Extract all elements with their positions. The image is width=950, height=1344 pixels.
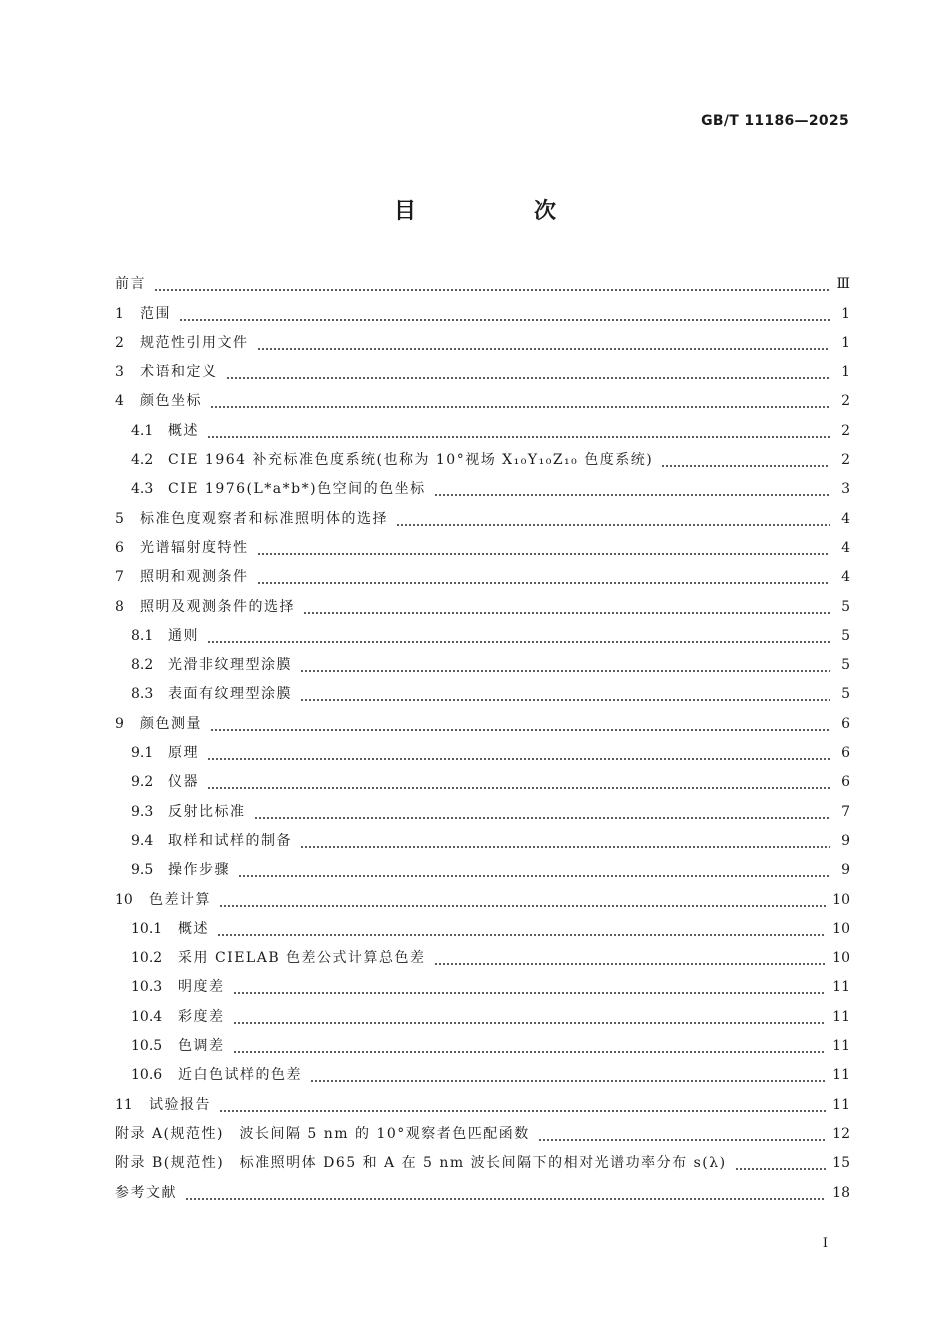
toc-entry-page: 11 xyxy=(832,1038,850,1055)
toc-entry-number: 10.4 xyxy=(131,1008,163,1025)
dot-leader xyxy=(735,1168,827,1170)
toc-entry-page: 12 xyxy=(832,1125,850,1142)
toc-entry-page: 6 xyxy=(841,774,850,791)
dot-leader xyxy=(434,494,830,496)
toc-entry-number: 3 xyxy=(115,364,124,381)
toc-entry[interactable] xyxy=(115,1061,850,1090)
toc-entry-title: 规范性引用文件 xyxy=(140,334,249,351)
toc-entry-title: 表面有纹理型涂膜 xyxy=(168,686,292,703)
toc-entry[interactable] xyxy=(115,416,850,445)
toc-entry-number: 10.5 xyxy=(131,1038,163,1055)
toc-entry-page: 5 xyxy=(841,686,850,703)
toc-entry[interactable] xyxy=(115,504,850,533)
toc-entry-number: 4 xyxy=(115,393,124,410)
toc-entry-page: 4 xyxy=(841,510,850,527)
toc-entry-page: 9 xyxy=(841,832,850,849)
toc-entry-title: 照明和观测条件 xyxy=(140,569,249,586)
toc-entry[interactable] xyxy=(115,973,850,1002)
toc-entry-number: 9.5 xyxy=(131,862,154,879)
toc-entry-page: 11 xyxy=(832,979,850,996)
toc-entry-title: 附录 A(规范性) 波长间隔 5 nm 的 10°观察者色匹配函数 xyxy=(115,1125,530,1142)
toc-entry-page: 6 xyxy=(841,745,850,762)
toc-entry-page: 4 xyxy=(841,569,850,586)
toc-entry-number: 4.3 xyxy=(131,481,154,498)
dot-leader xyxy=(154,289,830,291)
toc-entry[interactable] xyxy=(115,1090,850,1119)
toc-entry-page: 2 xyxy=(841,422,850,439)
toc-entry-title: 明度差 xyxy=(178,979,225,996)
dot-leader xyxy=(434,963,827,965)
dot-leader xyxy=(207,641,830,643)
toc-entry-page: 10 xyxy=(832,950,850,967)
toc-entry[interactable] xyxy=(115,622,850,651)
toc-entry-title: 反射比标准 xyxy=(168,803,246,820)
toc-entry-number: 2 xyxy=(115,334,124,351)
toc-entry-page: 9 xyxy=(841,862,850,879)
dot-leader xyxy=(233,1022,827,1024)
dot-leader xyxy=(238,875,830,877)
toc-entry[interactable] xyxy=(115,651,850,680)
toc-entry-page: 1 xyxy=(841,334,850,351)
toc-entry-number: 10 xyxy=(115,891,133,908)
toc-entry-title: 彩度差 xyxy=(178,1008,225,1025)
page-title: 目 次 xyxy=(393,199,604,224)
toc-entry-title: 色调差 xyxy=(178,1038,225,1055)
toc-entry[interactable] xyxy=(115,387,850,416)
table-of-contents xyxy=(115,270,850,1208)
toc-entry-number: 10.2 xyxy=(131,950,163,967)
toc-entry[interactable] xyxy=(115,739,850,768)
toc-entry-number: 7 xyxy=(115,569,124,586)
toc-entry-number: 10.6 xyxy=(131,1067,163,1084)
dot-leader xyxy=(226,377,831,379)
toc-entry-title: 概述 xyxy=(178,920,209,937)
dot-leader xyxy=(300,670,830,672)
toc-entry-number: 8.3 xyxy=(131,686,154,703)
dot-leader xyxy=(207,436,830,438)
toc-entry-number: 9.2 xyxy=(131,774,154,791)
toc-entry[interactable] xyxy=(115,827,850,856)
toc-entry-title: 仪器 xyxy=(168,774,199,791)
toc-entry-page: 11 xyxy=(832,1008,850,1025)
dot-leader xyxy=(210,406,830,408)
toc-entry-page: 7 xyxy=(841,803,850,820)
toc-entry-number: 5 xyxy=(115,510,124,527)
toc-entry-page: 4 xyxy=(841,539,850,556)
toc-entry-title: 取样和试样的制备 xyxy=(168,832,292,849)
toc-entry[interactable] xyxy=(115,446,850,475)
toc-entry-title: 前言 xyxy=(115,276,146,293)
toc-entry-title: 色差计算 xyxy=(149,891,211,908)
toc-entry[interactable] xyxy=(115,534,850,563)
toc-entry-title: 术语和定义 xyxy=(140,364,218,381)
toc-entry[interactable] xyxy=(115,856,850,885)
dot-leader xyxy=(185,1198,826,1200)
toc-entry[interactable] xyxy=(115,358,850,387)
dot-leader xyxy=(300,846,830,848)
toc-entry[interactable] xyxy=(115,1032,850,1061)
dot-leader xyxy=(219,905,826,907)
toc-entry-title: 采用 CIELAB 色差公式计算总色差 xyxy=(178,950,426,967)
toc-entry-title: 试验报告 xyxy=(149,1096,211,1113)
toc-entry-number: 4.1 xyxy=(131,422,154,439)
dot-leader xyxy=(538,1139,826,1141)
toc-entry-title: CIE 1976(L*a*b*)色空间的色坐标 xyxy=(168,481,426,498)
dot-leader xyxy=(396,524,830,526)
dot-leader xyxy=(217,934,826,936)
toc-entry-number: 10.3 xyxy=(131,979,163,996)
toc-entry-page: 10 xyxy=(832,920,850,937)
toc-entry-title: 通则 xyxy=(168,627,199,644)
toc-entry-title: 光谱辐射度特性 xyxy=(140,539,249,556)
toc-entry-title: 光滑非纹理型涂膜 xyxy=(168,657,292,674)
toc-entry-title: 颜色测量 xyxy=(140,715,202,732)
toc-entry-title: 近白色试样的色差 xyxy=(178,1067,302,1084)
dot-leader xyxy=(207,787,830,789)
toc-entry-page: 2 xyxy=(841,452,850,469)
toc-entry-number: 9.4 xyxy=(131,832,154,849)
toc-entry-page: 10 xyxy=(832,891,850,908)
toc-entry[interactable] xyxy=(115,270,850,299)
toc-entry-page: 6 xyxy=(841,715,850,732)
toc-entry[interactable] xyxy=(115,797,850,826)
toc-entry[interactable] xyxy=(115,1002,850,1031)
dot-leader xyxy=(219,1110,826,1112)
toc-entry-number: 8.2 xyxy=(131,657,154,674)
toc-entry[interactable] xyxy=(115,885,850,914)
toc-entry-number: 8 xyxy=(115,598,124,615)
toc-entry-number: 9 xyxy=(115,715,124,732)
toc-entry[interactable] xyxy=(115,563,850,592)
toc-entry-title: 操作步骤 xyxy=(168,862,230,879)
dot-leader xyxy=(179,319,830,321)
toc-entry[interactable] xyxy=(115,1178,850,1207)
dot-leader xyxy=(310,1080,826,1082)
toc-entry-page: 5 xyxy=(841,657,850,674)
toc-entry[interactable] xyxy=(115,915,850,944)
toc-entry[interactable] xyxy=(115,1149,850,1178)
toc-entry[interactable] xyxy=(115,475,850,504)
dot-leader xyxy=(661,465,830,467)
toc-entry-page: 1 xyxy=(841,305,850,322)
dot-leader xyxy=(303,612,830,614)
dot-leader xyxy=(210,729,830,731)
standard-code: GB/T 11186—2025 xyxy=(701,113,849,129)
toc-entry-number: 10.1 xyxy=(131,920,163,937)
dot-leader xyxy=(300,699,830,701)
toc-entry-title: CIE 1964 补充标准色度系统(也称为 10°视场 X₁₀Y₁₀Z₁₀ 色度系统) xyxy=(168,452,654,469)
toc-entry-page: 5 xyxy=(841,627,850,644)
toc-entry[interactable] xyxy=(115,680,850,709)
toc-entry[interactable] xyxy=(115,768,850,797)
toc-entry-page: 2 xyxy=(841,393,850,410)
toc-entry-title: 照明及观测条件的选择 xyxy=(140,598,295,615)
toc-entry-title: 参考文献 xyxy=(115,1184,177,1201)
dot-leader xyxy=(254,817,831,819)
toc-entry-number: 1 xyxy=(115,305,124,322)
page-number: Ⅰ xyxy=(822,1236,828,1251)
toc-entry[interactable] xyxy=(115,299,850,328)
toc-entry[interactable] xyxy=(115,329,850,358)
toc-entry-number: 9.1 xyxy=(131,745,154,762)
dot-leader xyxy=(257,582,831,584)
toc-entry-page: Ⅲ xyxy=(836,276,850,293)
toc-entry-number: 9.3 xyxy=(131,803,154,820)
toc-entry-number: 4.2 xyxy=(131,452,154,469)
toc-entry-title: 颜色坐标 xyxy=(140,393,202,410)
toc-entry-title: 附录 B(规范性) 标准照明体 D65 和 A 在 5 nm 波长间隔下的相对光谱功率分布 s(λ) xyxy=(115,1155,727,1172)
toc-entry-page: 18 xyxy=(832,1184,850,1201)
dot-leader xyxy=(257,553,831,555)
toc-entry-number: 11 xyxy=(115,1096,133,1113)
toc-entry-page: 15 xyxy=(832,1155,850,1172)
toc-entry-title: 原理 xyxy=(168,745,199,762)
toc-entry[interactable] xyxy=(115,592,850,621)
dot-leader xyxy=(233,1051,827,1053)
toc-entry-page: 11 xyxy=(832,1067,850,1084)
dot-leader xyxy=(207,758,830,760)
toc-entry-page: 1 xyxy=(841,364,850,381)
toc-entry-page: 3 xyxy=(841,481,850,498)
toc-entry-title: 标准色度观察者和标准照明体的选择 xyxy=(140,510,388,527)
toc-entry-number: 6 xyxy=(115,539,124,556)
toc-entry-page: 5 xyxy=(841,598,850,615)
toc-entry[interactable] xyxy=(115,1120,850,1149)
dot-leader xyxy=(257,348,831,350)
toc-entry-number: 8.1 xyxy=(131,627,154,644)
toc-entry[interactable] xyxy=(115,709,850,738)
toc-entry-page: 11 xyxy=(832,1096,850,1113)
dot-leader xyxy=(233,992,827,994)
toc-entry-title: 概述 xyxy=(168,422,199,439)
toc-entry[interactable] xyxy=(115,944,850,973)
toc-entry-title: 范围 xyxy=(140,305,171,322)
